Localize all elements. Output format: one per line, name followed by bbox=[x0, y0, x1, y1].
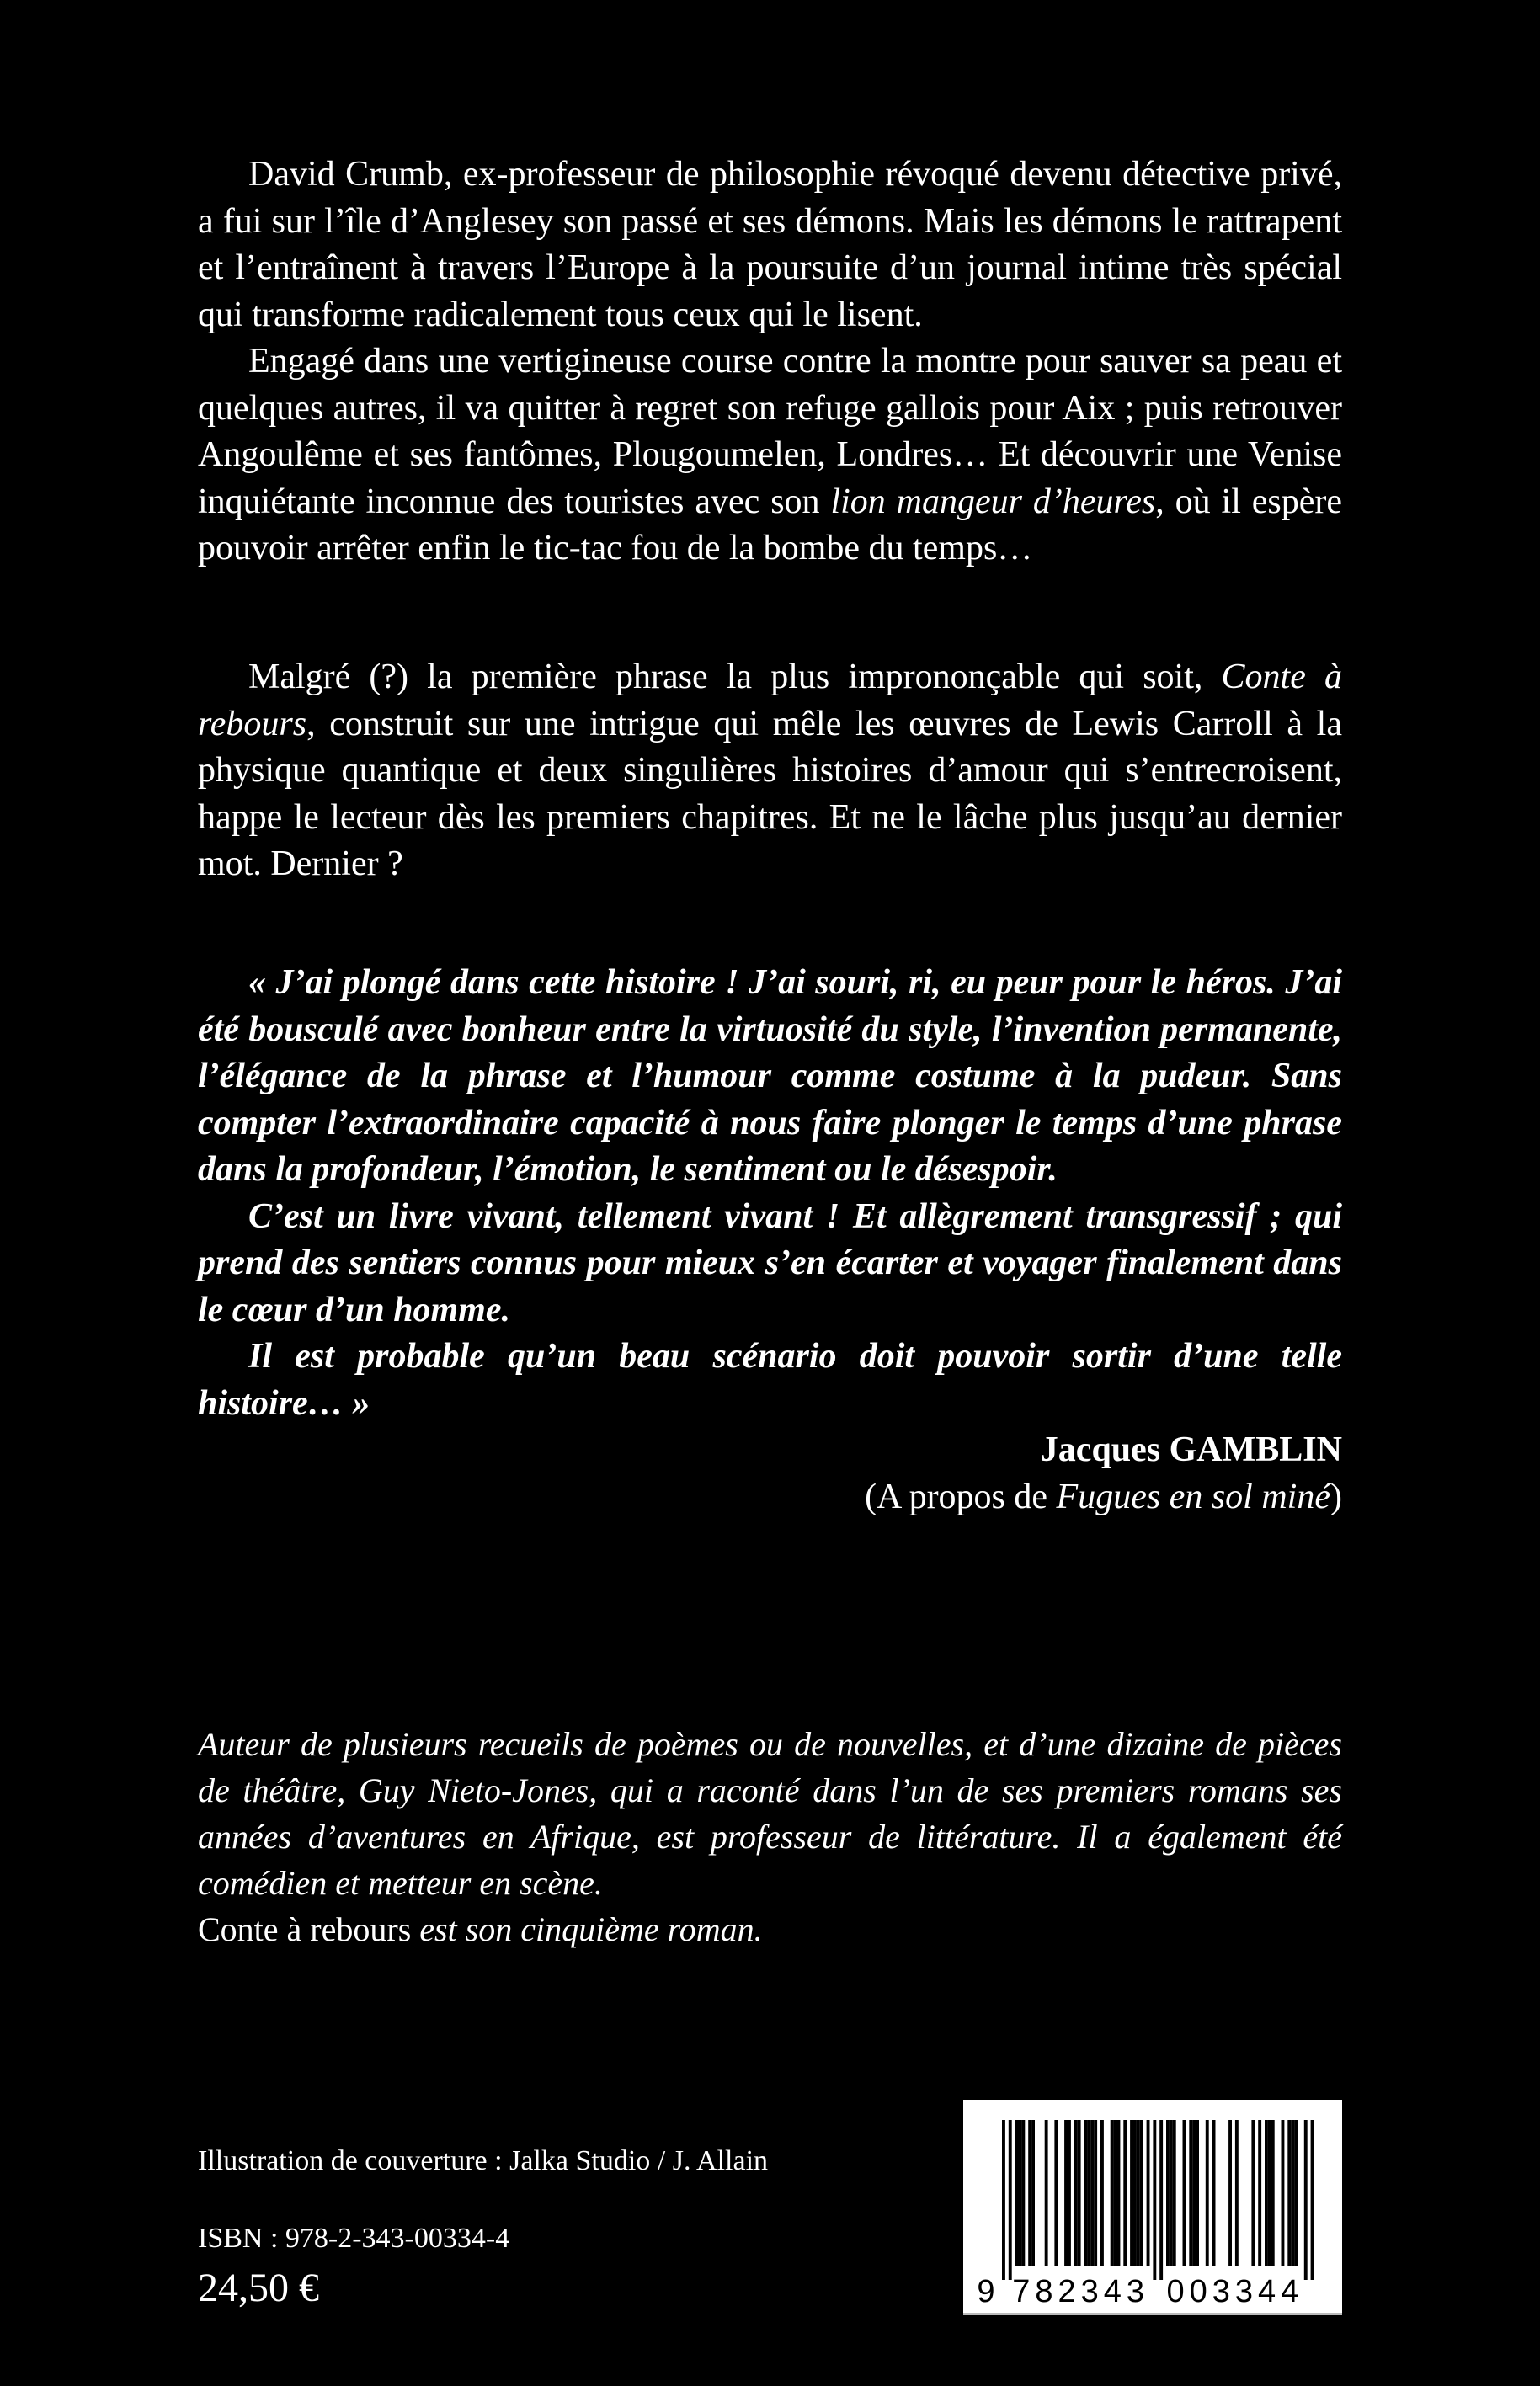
barcode-bar bbox=[1282, 2120, 1285, 2266]
barcode-bar bbox=[1206, 2120, 1209, 2266]
barcode-bar bbox=[1140, 2120, 1143, 2266]
source-title: Fugues en sol miné bbox=[1056, 1477, 1330, 1516]
synopsis-paragraph-2 bbox=[198, 338, 1342, 573]
text: , construit sur une intrigue qui mêle les œuvres de Lewis Carroll à la physique quantique et deux singulières histoires d’amour qui s’entrecroisent, happe le lecteur dès les premiers chapitres. Et ne le lâche plus jusqu’au dernier mot. Dernier ? bbox=[198, 704, 1342, 883]
synopsis-paragraph-3 bbox=[198, 654, 1342, 888]
barcode-bar bbox=[1170, 2120, 1173, 2266]
barcode-bar bbox=[1028, 2120, 1031, 2266]
barcode-bar bbox=[1265, 2120, 1268, 2266]
barcode-bar bbox=[1074, 2120, 1078, 2266]
testimonial-quote bbox=[198, 960, 1342, 1521]
barcode-bar bbox=[1287, 2120, 1291, 2266]
text: ) bbox=[1330, 1477, 1342, 1516]
barcode-bar bbox=[1133, 2120, 1137, 2266]
quote-author: Jacques GAMBLIN bbox=[1040, 1430, 1342, 1469]
barcode-bar bbox=[1031, 2120, 1035, 2266]
text: est son cinquième roman. bbox=[411, 1910, 763, 1948]
barcode-bar bbox=[1192, 2120, 1196, 2266]
text: Engagé dans une vertigineuse course contre la montre pour sauver sa peau et quelques autres, il va quitter à regret son refuge gallois pour Aix ; puis retrouver Angoulême et ses fantômes, Plougoumelen, Londres… Et découvrir une Venise inquiétante inconnue des touristes avec son bbox=[198, 342, 1342, 521]
bio-text: Auteur de plusieurs recueils de poèmes ou de nouvelles, et d’une dizaine de pièces de théâtre, Guy Nieto-Jones, qui a raconté dans l’un de ses premiers romans ses années d’aventures en Afrique, est professeur de littérature. Il a également été comédien et metteur en scène. bbox=[198, 1725, 1342, 1902]
barcode-bar bbox=[1019, 2120, 1022, 2266]
barcode-bar bbox=[1130, 2120, 1133, 2266]
barcode-bar bbox=[1189, 2120, 1192, 2266]
barcode-bar bbox=[1212, 2120, 1216, 2266]
bio-last-line bbox=[198, 1906, 1342, 1952]
barcode-bar bbox=[1094, 2120, 1097, 2266]
barcode-first-digit: 9 bbox=[977, 2274, 1000, 2309]
barcode bbox=[963, 2100, 1342, 2315]
barcode-bar bbox=[1045, 2120, 1048, 2266]
italic-text: lion mangeur d’heures bbox=[830, 482, 1156, 521]
barcode-bar bbox=[1123, 2120, 1127, 2266]
barcode-bar bbox=[1068, 2120, 1071, 2266]
barcode-bar bbox=[1087, 2120, 1090, 2266]
barcode-bar bbox=[1117, 2120, 1121, 2266]
quote-paragraph-2: C’est un livre vivant, tellement vivant ! Et allègrement transgressif ; qui prend des sentiers connus pour mieux s’en écarter et voyager finalement dans le cœur d’un homme. bbox=[198, 1196, 1342, 1329]
barcode-bar bbox=[1268, 2120, 1271, 2266]
barcode-bars bbox=[963, 2100, 1342, 2313]
book-title: Conte à rebours bbox=[198, 658, 1342, 743]
barcode-bar bbox=[1090, 2120, 1094, 2266]
barcode-bar bbox=[1054, 2120, 1058, 2266]
isbn: ISBN : 978-2-343-00334-4 bbox=[198, 2223, 510, 2254]
barcode-bar bbox=[1137, 2120, 1140, 2266]
barcode-bar bbox=[1159, 2120, 1163, 2280]
barcode-bar bbox=[1294, 2120, 1298, 2266]
illustration-credit: Illustration de couverture : Jalka Studio / J. Allain bbox=[198, 2145, 769, 2176]
barcode-bar bbox=[1147, 2120, 1150, 2266]
barcode-bar bbox=[1311, 2120, 1314, 2280]
quote-paragraph-3: Il est probable qu’un beau scénario doit pouvoir sortir d’une telle histoire… » bbox=[198, 1337, 1342, 1423]
barcode-bar bbox=[1064, 2120, 1068, 2266]
barcode-bar bbox=[1166, 2120, 1170, 2266]
synopsis bbox=[198, 152, 1342, 573]
barcode-bar bbox=[1114, 2120, 1117, 2266]
barcode-bar bbox=[1002, 2120, 1005, 2280]
barcode-right-digits: 003344 bbox=[1166, 2274, 1304, 2309]
barcode-bar bbox=[1251, 2120, 1255, 2266]
barcode-bar bbox=[1009, 2120, 1012, 2280]
barcode-bar bbox=[1196, 2120, 1199, 2266]
barcode-bar bbox=[1228, 2120, 1232, 2266]
text: Malgré (?) la première phrase la plus imprononçable qui soit, bbox=[248, 658, 1222, 696]
barcode-bar bbox=[1304, 2120, 1308, 2280]
barcode-bar bbox=[1015, 2120, 1019, 2266]
text: , où il espère pouvoir arrêter enfin le tic-tac fou de la bombe du temps… bbox=[198, 482, 1343, 567]
barcode-bar bbox=[1183, 2120, 1186, 2266]
barcode-bar bbox=[1111, 2120, 1114, 2266]
book-title: Conte à rebours bbox=[198, 1910, 412, 1948]
barcode-bar bbox=[1021, 2120, 1025, 2266]
synopsis-continued bbox=[198, 654, 1342, 888]
barcode-bar bbox=[1153, 2120, 1156, 2280]
quote-paragraph-1: « J’ai plongé dans cette histoire ! J’ai souri, ri, eu peur pour le héros. J’ai été bousculé avec bonheur entre la virtuosité du style, l’invention permanente, l’élégance de la phrase et l’humour comme costume à la pudeur. Sans compter l’extraordinaire capacité à nous faire plonger le temps d’une phrase dans la profondeur, l’émotion, le sentiment ou le désespoir. bbox=[198, 963, 1342, 1189]
barcode-bar bbox=[1100, 2120, 1104, 2266]
text: (A propos de bbox=[865, 1477, 1057, 1516]
synopsis-paragraph-1: David Crumb, ex-professeur de philosophie révoqué devenu détective privé, a fui sur l’île d’Anglesey son passé et ses démons. Mais les démons le rattrapent et l’entraînent à travers l’Europe à la poursuite d’un journal intime très spécial qui transforme radicalement tous ceux qui le lisent. bbox=[198, 155, 1342, 334]
barcode-bar bbox=[1173, 2120, 1176, 2266]
barcode-left-digits: 782343 bbox=[1012, 2274, 1150, 2309]
price: 24,50 € bbox=[198, 2266, 319, 2310]
author-bio bbox=[198, 1721, 1342, 1952]
barcode-bar bbox=[1078, 2120, 1081, 2266]
barcode-bar bbox=[1271, 2120, 1275, 2266]
barcode-bar bbox=[1235, 2120, 1239, 2266]
quote-source bbox=[198, 1474, 1342, 1521]
barcode-bar bbox=[1291, 2120, 1294, 2266]
barcode-bar bbox=[1258, 2120, 1261, 2266]
barcode-bar bbox=[1084, 2120, 1088, 2266]
